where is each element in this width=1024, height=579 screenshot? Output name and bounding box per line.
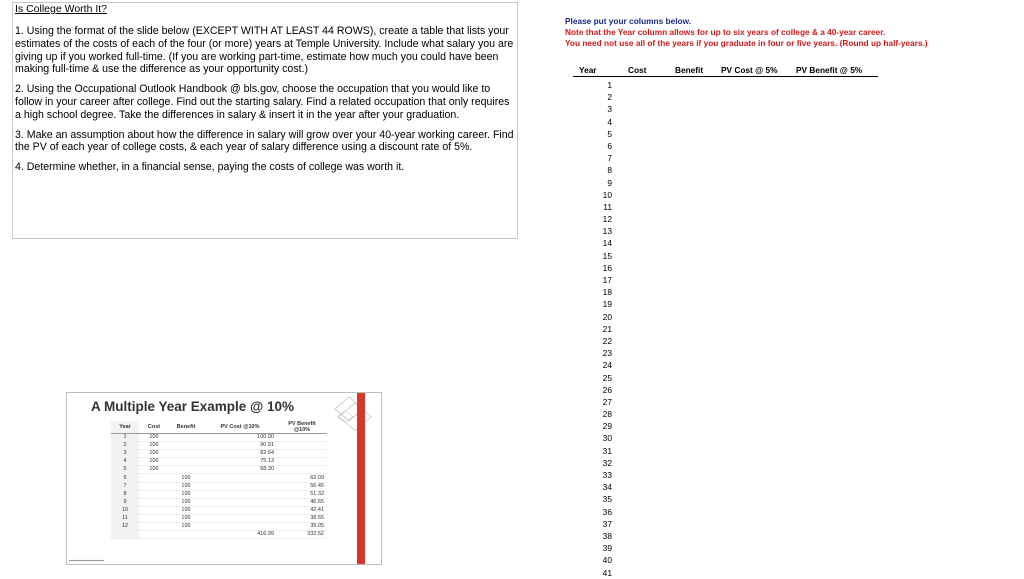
year-number: 39 — [602, 543, 612, 554]
year-number: 30 — [602, 433, 612, 444]
year-number: 22 — [602, 335, 612, 346]
example-row — [111, 434, 327, 442]
year-number: 3 — [607, 104, 612, 115]
example-cell — [203, 482, 277, 490]
year-number: 2 — [607, 92, 612, 103]
year-number: 19 — [602, 299, 612, 310]
example-cell: 68.30 — [203, 466, 277, 474]
year-number: 17 — [602, 275, 612, 285]
example-row — [111, 514, 327, 522]
example-slide — [66, 392, 382, 565]
example-cell: 7 — [111, 482, 139, 490]
year-number: 28 — [602, 409, 612, 420]
example-row — [111, 506, 327, 514]
year-number: 26 — [602, 384, 612, 395]
example-cell — [203, 490, 277, 498]
example-cell — [277, 450, 327, 458]
example-cell: 100 — [139, 442, 169, 450]
example-cell: 100 — [169, 514, 203, 522]
year-number: 1 — [607, 80, 612, 90]
example-cell: 6 — [111, 474, 139, 482]
example-cell — [203, 506, 277, 514]
example-cell: 332.52 — [277, 531, 327, 539]
example-cell — [203, 514, 277, 522]
example-cell: 42.41 — [277, 506, 327, 514]
note-year-column: Note that the Year column allows for up to six years of college & a 40-year career. — [565, 27, 886, 37]
year-number: 29 — [602, 421, 612, 432]
year-number: 7 — [607, 153, 612, 164]
example-cell: 100 — [169, 498, 203, 506]
year-number: 18 — [602, 287, 612, 298]
example-cell — [203, 498, 277, 506]
example-cell: 100 — [139, 466, 169, 474]
example-cell: 100 — [139, 450, 169, 458]
example-cell: 3 — [111, 450, 139, 458]
instruction-2: 2. Using the Occupational Outlook Handbook @ bls.gov, choose the occupation that you would like to follow in your career after college. Find out the starting salary. Find a related occupation that only requires a high school degree. Take the differences in salary & insert it in the year after your graduation. — [15, 83, 510, 121]
instruction-3: 3. Make an assumption about how the difference in salary will grow over your 40-year working career. Find the PV of each year of college costs, & each year of salary difference using a discount rate of 5%. — [15, 128, 514, 154]
worksheet-header-row — [573, 65, 878, 77]
example-cell — [277, 442, 327, 450]
example-cell: 9 — [111, 498, 139, 506]
example-cell: 51.32 — [277, 490, 327, 498]
year-number: 32 — [602, 457, 612, 468]
example-row — [111, 466, 327, 474]
example-header-pv-cost: PV Cost @10% — [203, 421, 277, 434]
example-cell — [169, 466, 203, 474]
example-cell: 2 — [111, 442, 139, 450]
year-number: 36 — [602, 506, 612, 517]
example-cell: 100 — [169, 482, 203, 490]
example-cell — [169, 458, 203, 466]
example-cell: 11 — [111, 514, 139, 522]
note-columns: Please put your columns below. — [565, 16, 692, 26]
slide-decoration — [331, 393, 381, 564]
example-row — [111, 474, 327, 482]
example-header-pv-benefit: PV Benefit @10% — [277, 421, 327, 434]
year-number: 4 — [607, 116, 612, 127]
example-cell — [139, 523, 169, 531]
instruction-1: 1. Using the format of the slide below (EXCEPT WITH AT LEAST 44 ROWS), create a table that lists your estimates of the costs of each of the four (or more) years at Temple University. Include what salary you are giving up if you worked full-time. (If you are working part-time, estimate how much you could have been making full-time & use the difference as your opportunity cost.) — [15, 25, 514, 76]
header-cost: Cost — [628, 65, 647, 75]
example-cell — [139, 490, 169, 498]
example-cell: 100.00 — [203, 434, 277, 442]
example-cell: 35.05 — [277, 523, 327, 531]
year-number: 38 — [602, 530, 612, 541]
example-cell: 8 — [111, 490, 139, 498]
year-number: 16 — [602, 262, 612, 273]
year-number: 12 — [602, 214, 612, 225]
year-number: 6 — [607, 140, 612, 151]
year-number: 37 — [602, 518, 612, 529]
example-row — [111, 523, 327, 531]
example-cell — [169, 531, 203, 539]
year-number: 11 — [603, 201, 612, 212]
year-number: 35 — [602, 494, 612, 505]
year-number: 9 — [607, 177, 612, 188]
example-cell — [203, 523, 277, 531]
year-number: 33 — [602, 470, 612, 480]
example-cell: 100 — [169, 506, 203, 514]
example-cell — [277, 466, 327, 474]
year-number: 14 — [602, 238, 612, 249]
example-cell — [169, 434, 203, 442]
instructions-title: Is College Worth It? — [15, 3, 108, 15]
example-cell: 100 — [139, 434, 169, 442]
example-row — [111, 531, 327, 539]
example-cell — [111, 531, 139, 539]
year-number: 40 — [602, 555, 612, 566]
year-number: 27 — [602, 396, 612, 407]
example-cell: 100 — [139, 458, 169, 466]
example-row — [111, 490, 327, 498]
example-row — [111, 442, 327, 450]
example-cell: 5 — [111, 466, 139, 474]
slide-red-bar — [357, 393, 365, 564]
year-number: 8 — [607, 165, 612, 176]
example-cell: 12 — [111, 523, 139, 531]
example-cell — [139, 498, 169, 506]
header-benefit: Benefit — [675, 65, 704, 75]
year-number: 10 — [602, 189, 612, 200]
example-cell: 75.13 — [203, 458, 277, 466]
note-rounding: You need not use all of the years if you graduate in four or five years. (Round up half-years.) — [565, 38, 928, 48]
example-cell: 10 — [111, 506, 139, 514]
instructions-box — [12, 2, 518, 239]
example-title: A Multiple Year Example @ 10% — [91, 399, 294, 414]
year-number: 5 — [607, 128, 612, 139]
example-cell — [169, 450, 203, 458]
header-year: Year — [579, 65, 597, 75]
year-number: 15 — [602, 250, 612, 261]
year-number: 13 — [602, 226, 612, 237]
example-cell: 100 — [169, 490, 203, 498]
example-row — [111, 482, 327, 490]
example-cell: 82.64 — [203, 450, 277, 458]
example-cell — [139, 514, 169, 522]
example-cell — [139, 506, 169, 514]
example-cell — [203, 474, 277, 482]
example-cell: 38.55 — [277, 514, 327, 522]
example-cell — [277, 458, 327, 466]
example-cell: 56.45 — [277, 482, 327, 490]
instruction-4: 4. Determine whether, in a financial sense, paying the costs of college was worth it. — [15, 161, 405, 174]
year-number: 23 — [602, 348, 612, 359]
year-number: 24 — [602, 360, 612, 371]
slide-footer: ▬▬▬▬▬▬▬▬▬▬ — [69, 558, 104, 562]
example-cell — [139, 474, 169, 482]
example-cell: 4 — [111, 458, 139, 466]
year-number: 31 — [602, 445, 612, 456]
example-cell — [139, 482, 169, 490]
year-number: 41 — [602, 567, 612, 578]
year-number: 34 — [602, 482, 612, 493]
example-table — [111, 421, 327, 539]
example-header-year: Year — [111, 421, 139, 434]
example-cell — [139, 531, 169, 539]
example-cell: 416.99 — [203, 531, 277, 539]
year-number: 20 — [602, 311, 612, 322]
worksheet-notes — [565, 16, 1005, 49]
year-number: 25 — [602, 372, 612, 383]
example-row — [111, 498, 327, 506]
example-cell: 100 — [169, 474, 203, 482]
year-column — [596, 79, 612, 579]
header-pv-cost: PV Cost @ 5% — [721, 65, 778, 75]
example-header-benefit: Benefit — [169, 421, 203, 434]
header-pv-benefit: PV Benefit @ 5% — [796, 65, 863, 75]
example-cell: 46.65 — [277, 498, 327, 506]
example-header-cost: Cost — [139, 421, 169, 434]
example-row — [111, 458, 327, 466]
example-row — [111, 450, 327, 458]
example-cell — [277, 434, 327, 442]
example-cell: 62.09 — [277, 474, 327, 482]
example-cell: 100 — [169, 523, 203, 531]
example-cell: 1 — [111, 434, 139, 442]
example-cell: 90.91 — [203, 442, 277, 450]
year-number: 21 — [602, 323, 612, 334]
example-cell — [169, 442, 203, 450]
